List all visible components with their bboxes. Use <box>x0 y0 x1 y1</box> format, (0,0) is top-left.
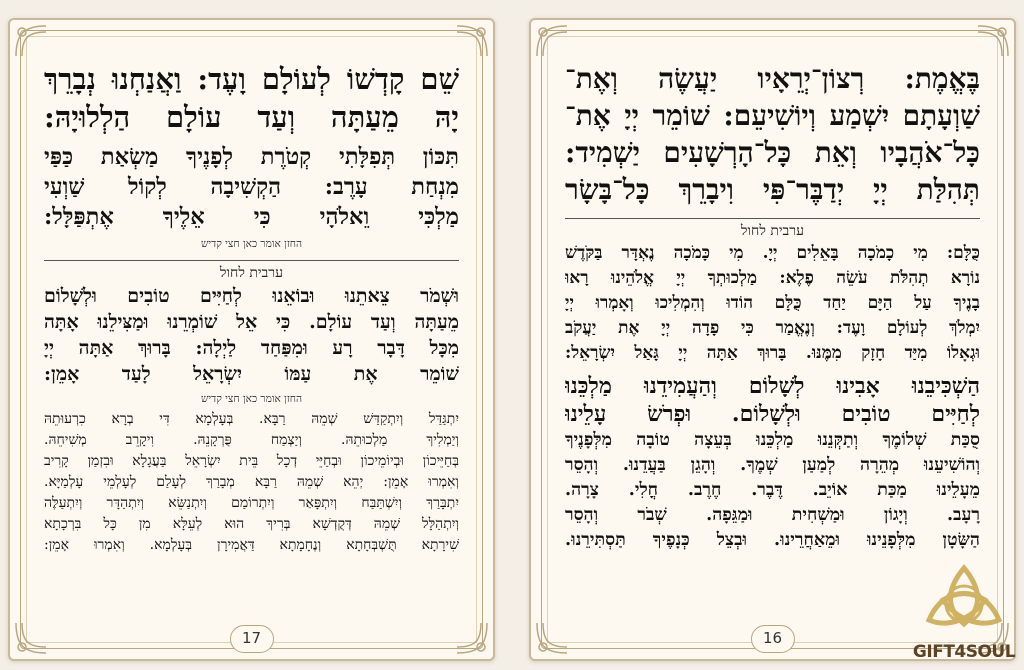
text-line: שׁוֹמֵר אֶת עַמּוֹ יִשְׂרָאֵל לָעַד אָמֵן: <box>44 363 459 385</box>
text-line: תְּהִלַּת יְיָ יְדַבֶּר־פִּי וִיבָרֵךְ כָּל־בָּשָׂר <box>565 173 980 206</box>
text-line: כָּל־אֹהֲבָיו וְאֵת כָּל־הָרְשָׁעִים יַשְׁמִיד: <box>565 136 980 169</box>
text-line: וּשְׁמֹר צֵאתֵנוּ וּבוֹאֵנוּ לְחַיִּים טוֹבִים וּלְשָׁלוֹם <box>44 285 459 307</box>
instruction-caption: החזן אומר כאן חצי קדיש <box>200 393 302 405</box>
text-line: שִׁירָתָא תֻּשְׁבְּחָתָא וְנֶחָמָתָא דַּאֲמִירָן בְּעָלְמָא. וְאִמְרוּ אָמֵן: <box>44 537 459 553</box>
divider <box>44 260 459 261</box>
text-line: בְּחַיֵּיכוֹן וּבְיוֹמֵיכוֹן וּבְחַיֵּי דְכָל בֵּית יִשְׂרָאֵל בַּעֲגָלָא וּבִזְמַן קָרִיב <box>44 453 459 469</box>
page-text-left <box>44 60 459 609</box>
text-line: נוֹרָא תְהִלֹּת עֹשֵׂה פֶלֶא: מַלְכוּתְךָ יְיָ אֱלֹהֵינוּ רָאוּ <box>565 268 980 288</box>
text-line: רָעָב. וְיָגוֹן וּמַשְׁחִית וּמַגֵּפָה. שְׁבֹר וְהָסֵר <box>565 505 980 525</box>
corner-ornament-icon <box>12 619 50 657</box>
page-text-right <box>565 60 980 609</box>
watermark-text: GIFT4SOUL <box>912 642 1016 662</box>
text-line: בֶּאֱמֶת: רְצוֹן־יְרֵאָיו יַעֲשֶׂה וְאֶת־ <box>565 62 980 95</box>
text-line: כֻּלָּם: מִי כָמֹכָה בָּאֵלִים יְיָ. מִי כָּמֹכָה נֶאְדָּר בַּקֹּדֶשׁ <box>565 243 980 263</box>
text-line: וְאִמְרוּ אָמֵן: יְהֵא שְׁמֵהּ רַבָּא מְבָרַךְ לְעָלַם לְעָלְמֵי עָלְמַיָּא. <box>44 474 459 490</box>
divider <box>565 218 980 219</box>
corner-ornament-icon <box>533 22 571 60</box>
text-line: לְחַיִּים טוֹבִים וּלְשָׁלוֹם. וּפְרֹשׂ עָלֵינוּ <box>565 401 980 427</box>
text-line: סֻכַּת שְׁלוֹמֶךָ וְתַקְּנֵנוּ מַלְכֵּנוּ בְּעֵצָה טוֹבָה מִלְּפָנֶיךָ <box>565 430 980 450</box>
section-heading: ערבית לחול <box>740 223 805 239</box>
text-line: מַלְכִּי וֵאלֹהָי כִּי אֵלֶיךָ אֶתְפַּלָּל: <box>44 204 459 230</box>
text-line: וְיַמְלִיךְ מַלְכוּתֵהּ. וְיַצְמַח פֻּרְקָנֵהּ. וִיקָרֵב מְשִׁיחֵהּ. <box>44 432 459 448</box>
page-number: 16 <box>751 625 795 653</box>
text-line: הַשָּׂטָן מִלְּפָנֵינוּ וּמֵאַחֲרֵינוּ. וּבְצֵל כְּנָפֶיךָ תַּסְתִּירֵנוּ. <box>565 530 980 550</box>
text-line: מִכָּל דָּבָר רָע וּמִפַּחַד לַיְלָה: בָּרוּךְ אַתָּה יְיָ <box>44 337 459 359</box>
text-line: שֵׁם קָדְשׁוֹ לְעוֹלָם וָעֶד: וַאֲנַחְנוּ נְבָרֵךְ <box>44 62 459 96</box>
section-heading: ערבית לחול <box>219 265 284 281</box>
page-left <box>8 18 495 661</box>
corner-ornament-icon <box>453 619 491 657</box>
text-line: יִתְגַּדַּל וְיִתְקַדַּשׁ שְׁמֵהּ רַבָּא. בְּעָלְמָא דִּי בְרָא כִרְעוּתֵהּ <box>44 411 459 427</box>
text-line: מֵעַתָּה וְעַד עוֹלָם. כִּי אֵל שׁוֹמְרֵנוּ וּמַצִּילֵנוּ אָתָּה <box>44 311 459 333</box>
text-line: מֵעָלֵינוּ מַכַּת אוֹיֵב. דֶּבֶר. חֶרֶב. חֳלִי. צָרָה. <box>565 480 980 500</box>
text-line: יָהּ מֵעַתָּה וְעַד עוֹלָם הַלְלוּיָהּ: <box>44 100 459 134</box>
corner-ornament-icon <box>12 22 50 60</box>
corner-ornament-icon <box>974 22 1012 60</box>
text-line: יִמְלֹךְ לְעוֹלָם וָעֶד: וְנֶאֱמַר כִּי פָדָה יְיָ אֶת יַעֲקֹב <box>565 318 980 338</box>
text-line: שַׁוְעָתָם יִשְׁמַע וְיוֹשִׁיעֵם: שׁוֹמֵר יְיָ אֶת־ <box>565 99 980 132</box>
text-line: וְהוֹשִׁיעֵנוּ מְהֵרָה לְמַעַן שְׁמֶךָ. וְהָגֵן בַּעֲדֵנוּ. וְהָסֵר <box>565 455 980 475</box>
text-line: יִתְבָּרַךְ וְיִשְׁתַּבַּח וְיִתְפָּאַר וְיִתְרוֹמַם וְיִתְנַשֵּׂא וְיִתְהַדָּר וְיִתְעַלֶּה <box>44 495 459 511</box>
text-line: תִּכּוֹן תְּפִלָּתִי קְטֹרֶת לְפָנֶיךָ מַשְׂאַת כַּפַּי <box>44 144 459 170</box>
corner-ornament-icon <box>533 619 571 657</box>
text-line: מִנְחַת עָרֶב: הַקְשִׁיבָה לְקוֹל שַׁוְעִי <box>44 174 459 200</box>
text-line: בָנֶיךָ עַל הַיָּם יַחַד כֻּלָּם הוֹדוּ וְהִמְלִיכוּ וְאָמְרוּ יְיָ <box>565 293 980 313</box>
instruction-caption: החזן אומר כאן חצי קדיש <box>200 238 302 250</box>
page-number: 17 <box>230 625 274 653</box>
text-line: וְיִתְהַלָּל שְׁמֵהּ דְּקֻדְשָׁא בְּרִיךְ הוּא לְעֵלָּא מִן כָּל בִּרְכָתָא <box>44 516 459 532</box>
gift4soul-logo <box>908 562 1020 662</box>
corner-ornament-icon <box>453 22 491 60</box>
text-line: הַשְׁכִּיבֵנוּ אָבִינוּ לְשָׁלוֹם וְהַעֲמִידֵנוּ מַלְכֵּנוּ <box>565 373 980 399</box>
text-line: וּגְאָלוֹ מִיַּד חָזָק מִמֶּנּוּ. בָּרוּךְ אַתָּה יְיָ גָּאַל יִשְׂרָאֵל: <box>565 343 980 363</box>
celtic-knot-icon <box>921 562 1007 634</box>
